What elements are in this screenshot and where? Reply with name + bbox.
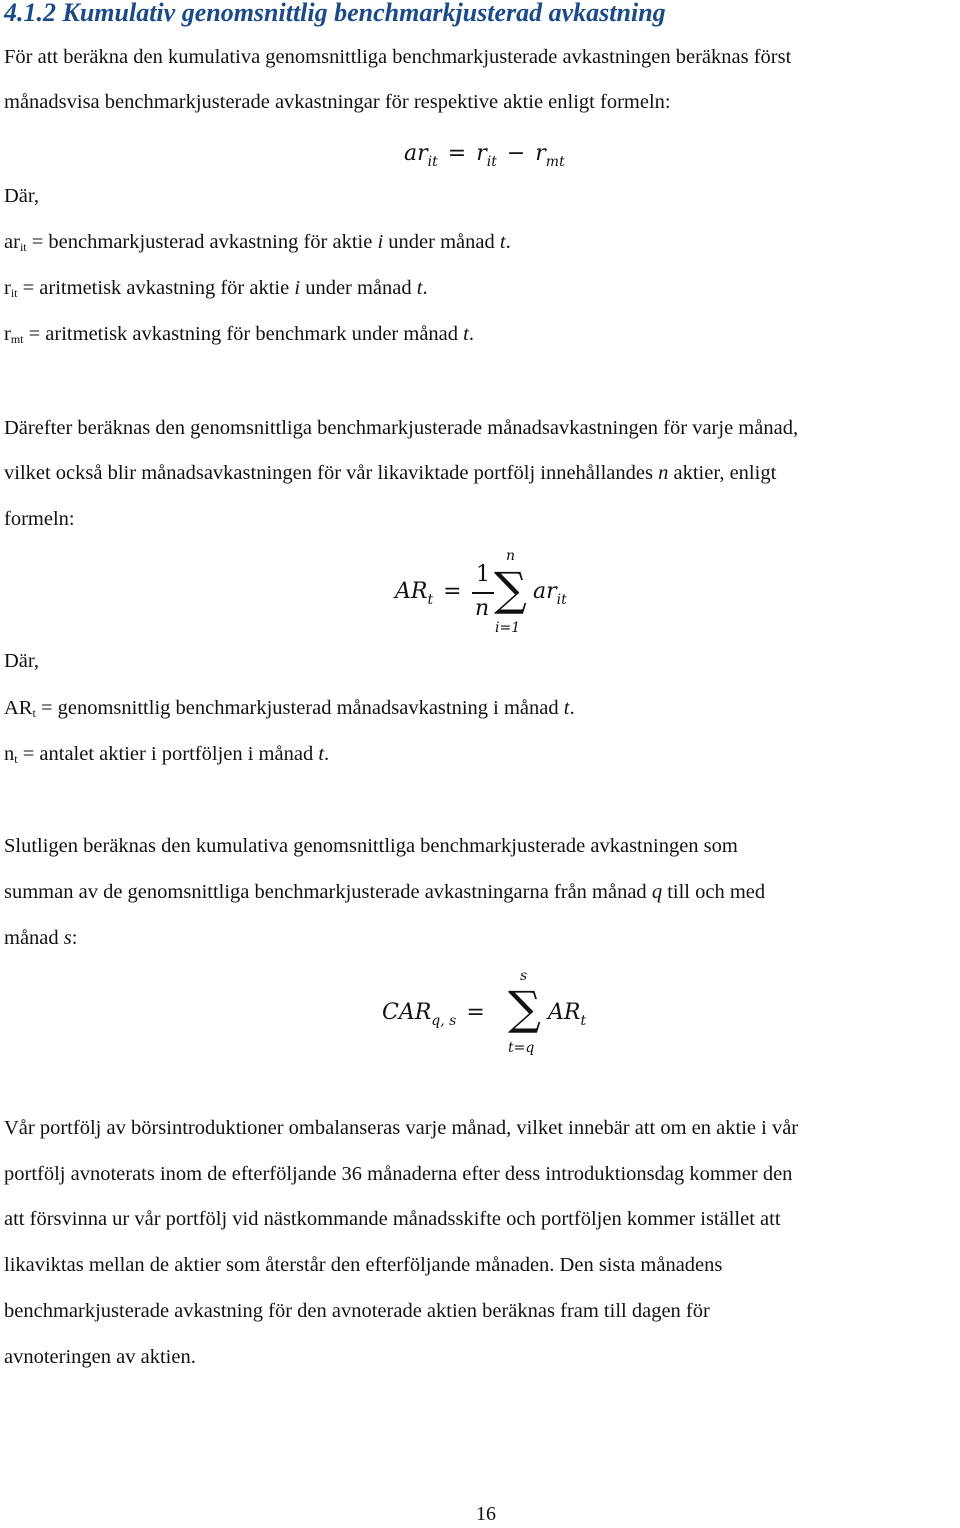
- formula2-denominator: n: [475, 596, 490, 621]
- formula1-lhs-sub: it: [427, 154, 438, 170]
- formula1-lhs: ar: [404, 141, 428, 166]
- def-var: t: [318, 743, 325, 765]
- para2-text: vilket också blir månadsavkastningen för vår likaviktade portfölj innehållandes: [4, 462, 659, 484]
- para3-line1: Slutligen beräknas den kumulativa genomsnittliga benchmarkjusterade avkastningen som: [4, 835, 738, 857]
- definition-n-t: [4, 743, 329, 767]
- definition-r-mt: [4, 323, 474, 347]
- page-number: 16: [476, 1503, 496, 1525]
- def-text: = benchmarkjusterad avkastning för aktie: [26, 231, 378, 253]
- formula3-lhs-group: [382, 1000, 495, 1029]
- formula2-lhs-group: [395, 579, 472, 608]
- formula2-lhs: AR: [395, 579, 428, 604]
- formula1-t2-sub: mt: [545, 154, 565, 170]
- formula1-t2: r: [535, 141, 546, 166]
- def-var: t: [463, 323, 469, 345]
- def-var: i: [377, 231, 384, 253]
- formula2-sum-lower: i=1: [495, 620, 521, 636]
- formula2-lhs-sub: t: [427, 592, 434, 608]
- para4-line3: att försvinna ur vår portfölj vid nästkommande månadsskifte och portföljen kommer istället att: [4, 1208, 781, 1230]
- para3-text: :: [71, 927, 78, 949]
- def-text: = aritmetisk avkastning för benchmark under månad: [23, 323, 464, 345]
- def-symbol-sub: mt: [10, 332, 24, 346]
- para1-line2: månadsvisa benchmarkjusterade avkastningar för respektive aktie enligt formeln:: [4, 91, 671, 113]
- def-end: .: [569, 697, 575, 719]
- def-text: = genomsnittlig benchmarkjusterad månadsavkastning i månad: [35, 697, 564, 719]
- para3-text: summan av de genomsnittliga benchmarkjusterade avkastningarna från månad: [4, 881, 652, 903]
- def-var: t: [416, 277, 423, 299]
- formula2-term-group: [533, 579, 567, 608]
- formula2-term-sub: it: [556, 592, 567, 608]
- formula3-sum-symbol: ∑: [508, 981, 541, 1035]
- para1-line1: För att beräkna den kumulativa genomsnittliga benchmarkjusterade avkastningen beräknas först: [4, 46, 792, 68]
- formula2-numerator: 1: [476, 562, 490, 587]
- def-symbol-sub: t: [32, 706, 36, 720]
- para2-text: aktier, enligt: [668, 462, 777, 484]
- def-var: t: [499, 231, 506, 253]
- formula3-sum-upper: s: [520, 968, 528, 984]
- formula1-t1: r: [476, 141, 487, 166]
- para2-line1: Därefter beräknas den genomsnittliga benchmarkjusterade månadsavkastningen för varje månad,: [4, 417, 799, 439]
- def-symbol-sub: t: [14, 752, 18, 766]
- formula1-eq: =: [447, 141, 467, 166]
- para2-line2: [4, 462, 776, 485]
- def-text: = aritmetisk avkastning för aktie: [17, 277, 295, 299]
- para3-line3: [4, 927, 77, 950]
- def-symbol: AR: [4, 697, 33, 719]
- formula3-term-sub: t: [580, 1013, 587, 1029]
- para4-line1: Vår portfölj av börsintroduktioner ombalanseras varje månad, vilket innebär att om en aktie i vår: [4, 1117, 799, 1139]
- def-var: t: [563, 697, 570, 719]
- def-end: .: [505, 231, 511, 253]
- formula2-fraction-bar: [472, 592, 494, 594]
- def-symbol: ar: [4, 231, 20, 253]
- def-end: .: [422, 277, 428, 299]
- formula-ar-it: [404, 141, 565, 170]
- para4-line5: benchmarkjusterade avkastning för den avnoterade aktien beräknas fram till dagen för: [4, 1300, 710, 1322]
- para2-line3: formeln:: [4, 508, 75, 530]
- para4-line4: likaviktas mellan de aktier som återstår den efterföljande månaden. Den sista månadens: [4, 1254, 723, 1276]
- formula3-eq: =: [466, 1000, 485, 1025]
- def-text: under månad: [300, 277, 417, 299]
- formula3-sum-lower: t=q: [508, 1040, 535, 1056]
- def-text: under månad: [383, 231, 500, 253]
- def-symbol: r: [4, 323, 11, 345]
- formula3-lhs: CAR: [382, 1000, 432, 1025]
- formula2-term: ar: [533, 579, 557, 604]
- section-heading: 4.1.2 Kumulativ genomsnittlig benchmarkjusterad avkastning: [4, 0, 666, 27]
- para3-var: q: [651, 881, 663, 903]
- para2-var: n: [658, 462, 669, 484]
- def-text: = antalet aktier i portföljen i månad: [17, 743, 319, 765]
- formula3-term: AR: [548, 1000, 581, 1025]
- para3-text: till och med: [662, 881, 766, 903]
- para4-line6: avnoteringen av aktien.: [4, 1346, 196, 1368]
- definition-r-it: [4, 277, 428, 301]
- formula3-term-group: [548, 1000, 586, 1029]
- formula1-t1-sub: it: [486, 154, 497, 170]
- formula1-minus: −: [506, 141, 526, 166]
- formula2-eq: =: [443, 579, 462, 604]
- dar-label-1: Där,: [4, 185, 40, 207]
- def-end: .: [324, 743, 330, 765]
- def-end: .: [468, 323, 474, 345]
- dar-label-2: Där,: [4, 650, 40, 672]
- formula2-sum-symbol: ∑: [494, 562, 527, 616]
- para4-line2: portfölj avnoterats inom de efterföljande 36 månaderna efter dess introduktionsdag kommer den: [4, 1163, 793, 1185]
- def-symbol-sub: it: [19, 240, 27, 254]
- para3-line2: [4, 881, 765, 904]
- para3-var: s: [63, 927, 72, 949]
- definition-AR-t: [4, 697, 575, 721]
- def-symbol-sub: it: [10, 286, 18, 300]
- para3-text: månad: [4, 927, 64, 949]
- def-symbol: n: [4, 743, 15, 765]
- def-var: i: [294, 277, 301, 299]
- definition-ar-it: [4, 231, 511, 255]
- formula3-lhs-sub: q, s: [431, 1013, 457, 1029]
- formula2-sum-upper: n: [506, 548, 516, 564]
- def-symbol: r: [4, 277, 11, 299]
